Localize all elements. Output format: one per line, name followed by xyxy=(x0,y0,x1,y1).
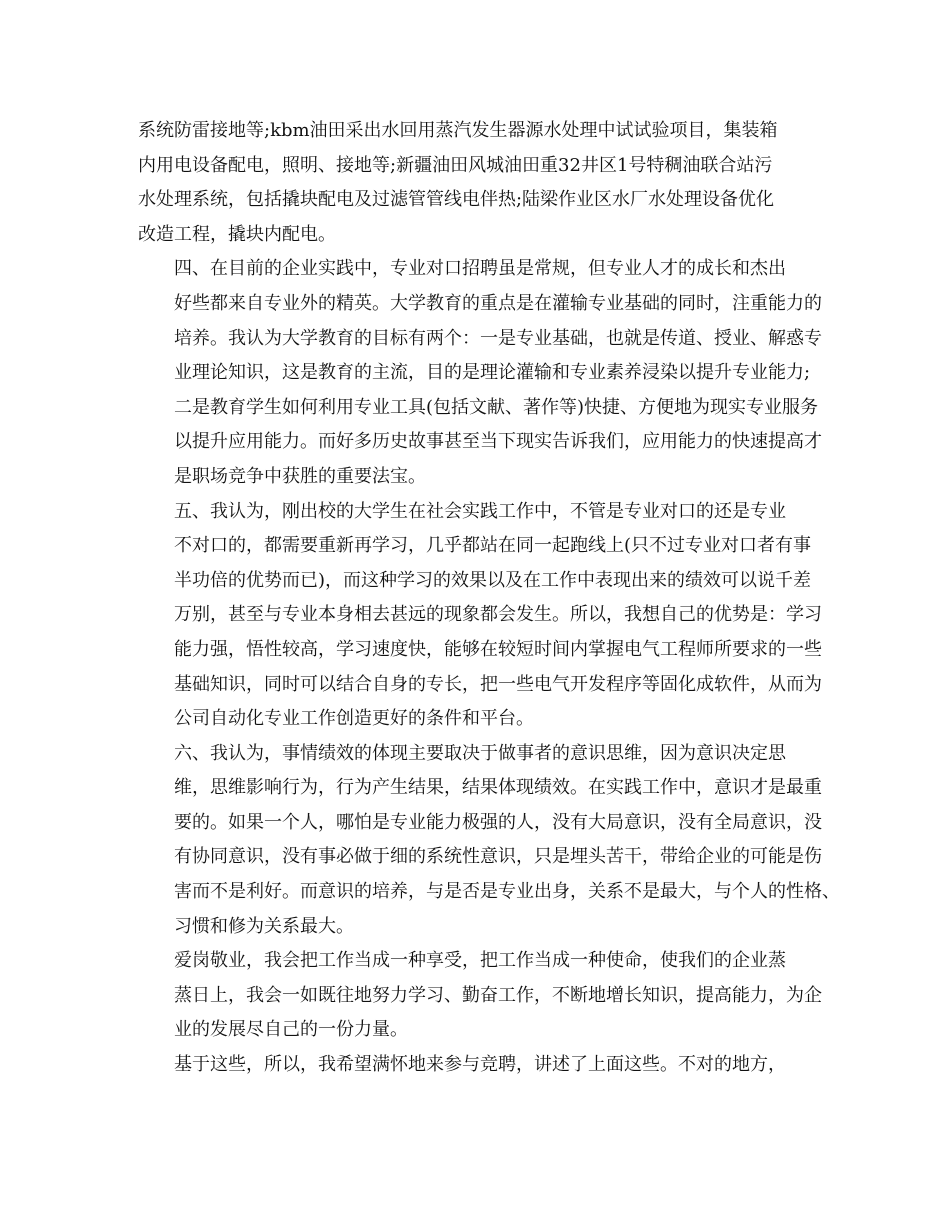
text-line: 培养。我认为大学教育的目标有两个：一是专业基础，也就是传道、授业、解惑专 xyxy=(174,327,822,349)
paragraph-conclusion xyxy=(138,1048,814,1083)
text-line: 是职场竞争中获胜的重要法宝。 xyxy=(174,465,426,487)
text-line: 要的。如果一个人，哪怕是专业能力极强的人，没有大局意识，没有全局意识，没 xyxy=(174,811,822,833)
text-line: 六、我认为，事情绩效的体现主要取决于做事者的意识思维，因为意识决定思 xyxy=(174,742,786,764)
text-line: 害而不是利好。而意识的培养，与是否是专业出身，关系不是最大，与个人的性格、 xyxy=(174,881,840,903)
text-line: 四、在目前的企业实践中，专业对口招聘虽是常规，但专业人才的成长和杰出 xyxy=(174,258,786,280)
paragraph-four xyxy=(138,252,822,494)
text-line: 业理论知识，这是教育的主流，目的是理论灌输和专业素养浸染以提升专业能力; xyxy=(174,362,811,384)
text-line: 改造工程，撬块内配电。 xyxy=(138,223,336,245)
text-line: 内用电设备配电，照明、接地等;新疆油田风城油田重32井区1号特稠油联合站污 xyxy=(138,154,773,176)
text-line: 好些都来自专业外的精英。大学教育的重点是在灌输专业基础的同时，注重能力的 xyxy=(174,292,822,314)
text-line: 水处理系统，包括撬块配电及过滤管管线电伴热;陆梁作业区水厂水处理设备优化 xyxy=(138,189,775,211)
paragraph-five xyxy=(138,495,822,737)
paragraph-project-list xyxy=(138,114,814,252)
text-line: 二是教育学生如何利用专业工具(包括文献、著作等)快捷、方便地为现实专业服务 xyxy=(174,396,819,418)
text-line: 有协同意识，没有事必做于细的系统性意识，只是埋头苦干，带给企业的可能是伤 xyxy=(174,846,822,868)
text-line: 系统防雷接地等;kbm油田采出水回用蒸汽发生器源水处理中试试验项目，集装箱 xyxy=(138,120,778,141)
text-line: 习惯和修为关系最大。 xyxy=(174,915,354,937)
text-line: 不对口的，都需要重新再学习，几乎都站在同一起跑线上(只不过专业对口者有事 xyxy=(174,535,812,557)
text-line: 万别，甚至与专业本身相去甚远的现象都会发生。所以，我想自己的优势是：学习 xyxy=(174,604,822,626)
text-line: 维，思维影响行为，行为产生结果，结果体现绩效。在实践工作中，意识才是最重 xyxy=(174,777,822,799)
text-line: 爱岗敬业，我会把工作当成一种享受，把工作当成一种使命，使我们的企业蒸 xyxy=(174,950,786,972)
paragraph-dedication xyxy=(138,944,822,1048)
text-line: 基于这些，所以，我希望满怀地来参与竞聘，讲述了上面这些。不对的地方， xyxy=(174,1054,786,1076)
text-line: 蒸日上，我会一如既往地努力学习、勤奋工作，不断地增长知识，提高能力，为企 xyxy=(174,984,822,1006)
text-line: 半功倍的优势而已)，而这种学习的效果以及在工作中表现出来的绩效可以说千差 xyxy=(174,569,812,591)
text-line: 五、我认为，刚出校的大学生在社会实践工作中，不管是专业对口的还是专业 xyxy=(174,500,786,522)
text-line: 业的发展尽自己的一份力量。 xyxy=(174,1019,408,1041)
text-line: 基础知识，同时可以结合自身的专长，把一些电气开发程序等固化成软件，从而为 xyxy=(174,673,822,695)
text-line: 能力强，悟性较高，学习速度快，能够在较短时间内掌握电气工程师所要求的一些 xyxy=(174,638,822,660)
text-line: 公司自动化专业工作创造更好的条件和平台。 xyxy=(174,708,534,730)
document-body xyxy=(138,114,840,1083)
paragraph-six xyxy=(138,737,840,945)
text-line: 以提升应用能力。而好多历史故事甚至当下现实告诉我们，应用能力的快速提高才 xyxy=(174,431,822,453)
